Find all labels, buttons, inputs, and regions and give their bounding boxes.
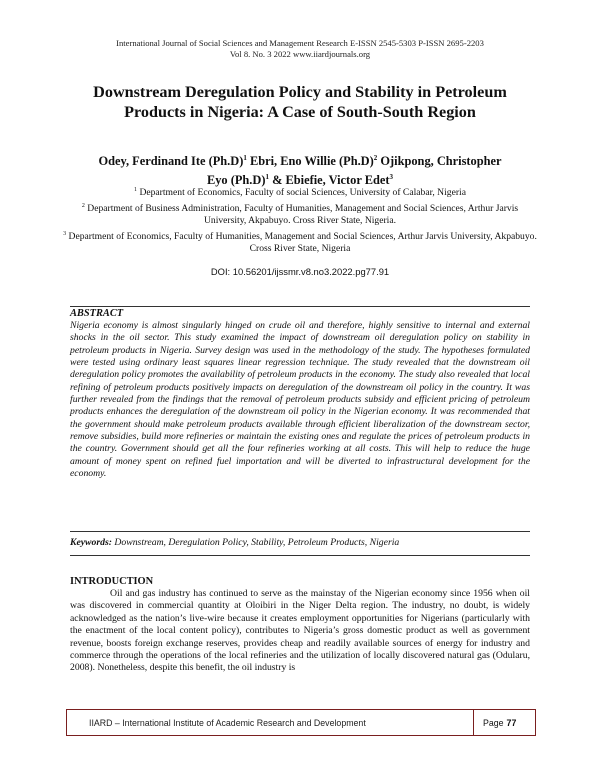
- footer-publisher: IIARD – International Institute of Academic Research and Development: [89, 717, 366, 728]
- affiliation-3: [60, 228, 540, 256]
- author-2: Ebri, Eno Willie (Ph.D): [246, 154, 374, 169]
- doi[interactable]: DOI: 10.56201/ijssmr.v8.no3.2022.pg77.91: [210, 266, 390, 277]
- introduction-body: Oil and gas industry has continued to serve as the mainstay of the Nigerian economy since 1956 when oil was discovered in commercial quantity at Oloibiri in the Niger Delta region. The industry, no doubt, is widely acknowledged as the nation’s live-wire because it creates employment opportunities for Nigerians (particularly with the enactment of the local content policy), contributes to Nigeria’s gross domestic product as well as government revenue, boosts foreign exchange reserves, provides cheap and readily available sources of energy for industry and commerce through the operations of the local refineries and the utilization of locally discovered natural gas (Odularu, 2008). Nonetheless, despite this benefit, the oil industry is: [70, 588, 530, 674]
- abstract-bottom-rule: [70, 531, 530, 532]
- footer-page-label: Page: [483, 717, 504, 728]
- author-3-part2: Eyo (Ph.D): [206, 173, 266, 188]
- affiliation-2-text: Department of Business Administration, Faculty of Humanities, Management and Social Sciences, Arthur Jarvis University, Akpabuyo. Cross River State, Nigeria.: [84, 202, 519, 227]
- page-footer: [66, 709, 536, 736]
- affiliation-3-text: Department of Economics, Faculty of Humanities, Management and Social Sciences, Arthur Jarvis University, Akpabuyo. Cross River State, Nigeria: [66, 230, 537, 255]
- keywords-text: Downstream, Deregulation Policy, Stability, Petroleum Products, Nigeria: [111, 537, 400, 548]
- author-1: Odey, Ferdinand Ite (Ph.D): [98, 154, 244, 169]
- keywords-label: Keywords:: [70, 537, 112, 548]
- footer-page-number: 77: [506, 717, 517, 728]
- keywords-rule: [70, 555, 530, 556]
- journal-header-line1: International Journal of Social Sciences and Management Research E-ISSN 2545-5303 P-ISSN 2695-2203: [116, 38, 484, 48]
- author-4: & Ebiefie, Victor Edet: [268, 173, 390, 188]
- paper-title: [40, 82, 560, 122]
- affiliation-1: [60, 184, 540, 200]
- affiliation-1-text: Department of Economics, Faculty of social Sciences, University of Calabar, Nigeria: [137, 187, 466, 199]
- author-4-sup: 3: [389, 173, 394, 182]
- abstract-heading: ABSTRACT: [70, 308, 124, 319]
- affiliations: [60, 184, 540, 256]
- affiliation-1-sup: 1: [134, 187, 138, 193]
- journal-header-line2: Vol 8. No. 3 2022 www.iiardjournals.org: [229, 49, 371, 59]
- author-3-part1: Ojikpong, Christopher: [377, 154, 502, 169]
- journal-header: [0, 38, 600, 60]
- affiliation-2-sup: 2: [81, 202, 85, 209]
- abstract-body: Nigeria economy is almost singularly hinged on crude oil and therefore, highly sensitive to internal and external shocks in the oil sector. This study examined the impact of downstream oil deregulation policy on stability in petroleum products in Nigeria. Survey design was used in the methodology of the study. The hypotheses formulated were tested using ordinary least squares linear regression technique. The study revealed that the downstream oil deregulation policy promotes the availability of petroleum products in the economy. The study also revealed that local refining of petroleum products positively impacts on deregulation of the downstream oil policy in the country. It was further revealed from the findings that the removal of petroleum products subsidy and efficient pricing of petroleum products enhances the deregulation of the downstream oil policy in the Nigerian economy. It was recommended that the government should make petroleum products available through efficient liberalization of the downstream sector, remove subsidies, build more refineries or maintain the existing ones and regulate the prices of petroleum products in the country. Government should get all the four refineries working at all costs. This will help to reduce the huge amount of money spent on refined fuel importation and will be diverted to infrastructural development for the economy.: [70, 320, 530, 480]
- author-3-sup: 1: [265, 173, 269, 182]
- author-1-sup: 1: [243, 154, 247, 162]
- author-list: [40, 150, 560, 188]
- affiliation-3-sup: 3: [63, 230, 67, 237]
- abstract-top-rule: [70, 306, 530, 307]
- title-line2: Products in Nigeria: A Case of South-South Region: [124, 103, 476, 121]
- keywords: [70, 537, 530, 548]
- footer-page-box: [473, 710, 535, 735]
- title-line1: Downstream Deregulation Policy and Stability in Petroleum: [93, 83, 507, 101]
- introduction-heading: INTRODUCTION: [70, 576, 154, 587]
- author-2-sup: 2: [373, 154, 378, 162]
- affiliation-2: [60, 200, 540, 228]
